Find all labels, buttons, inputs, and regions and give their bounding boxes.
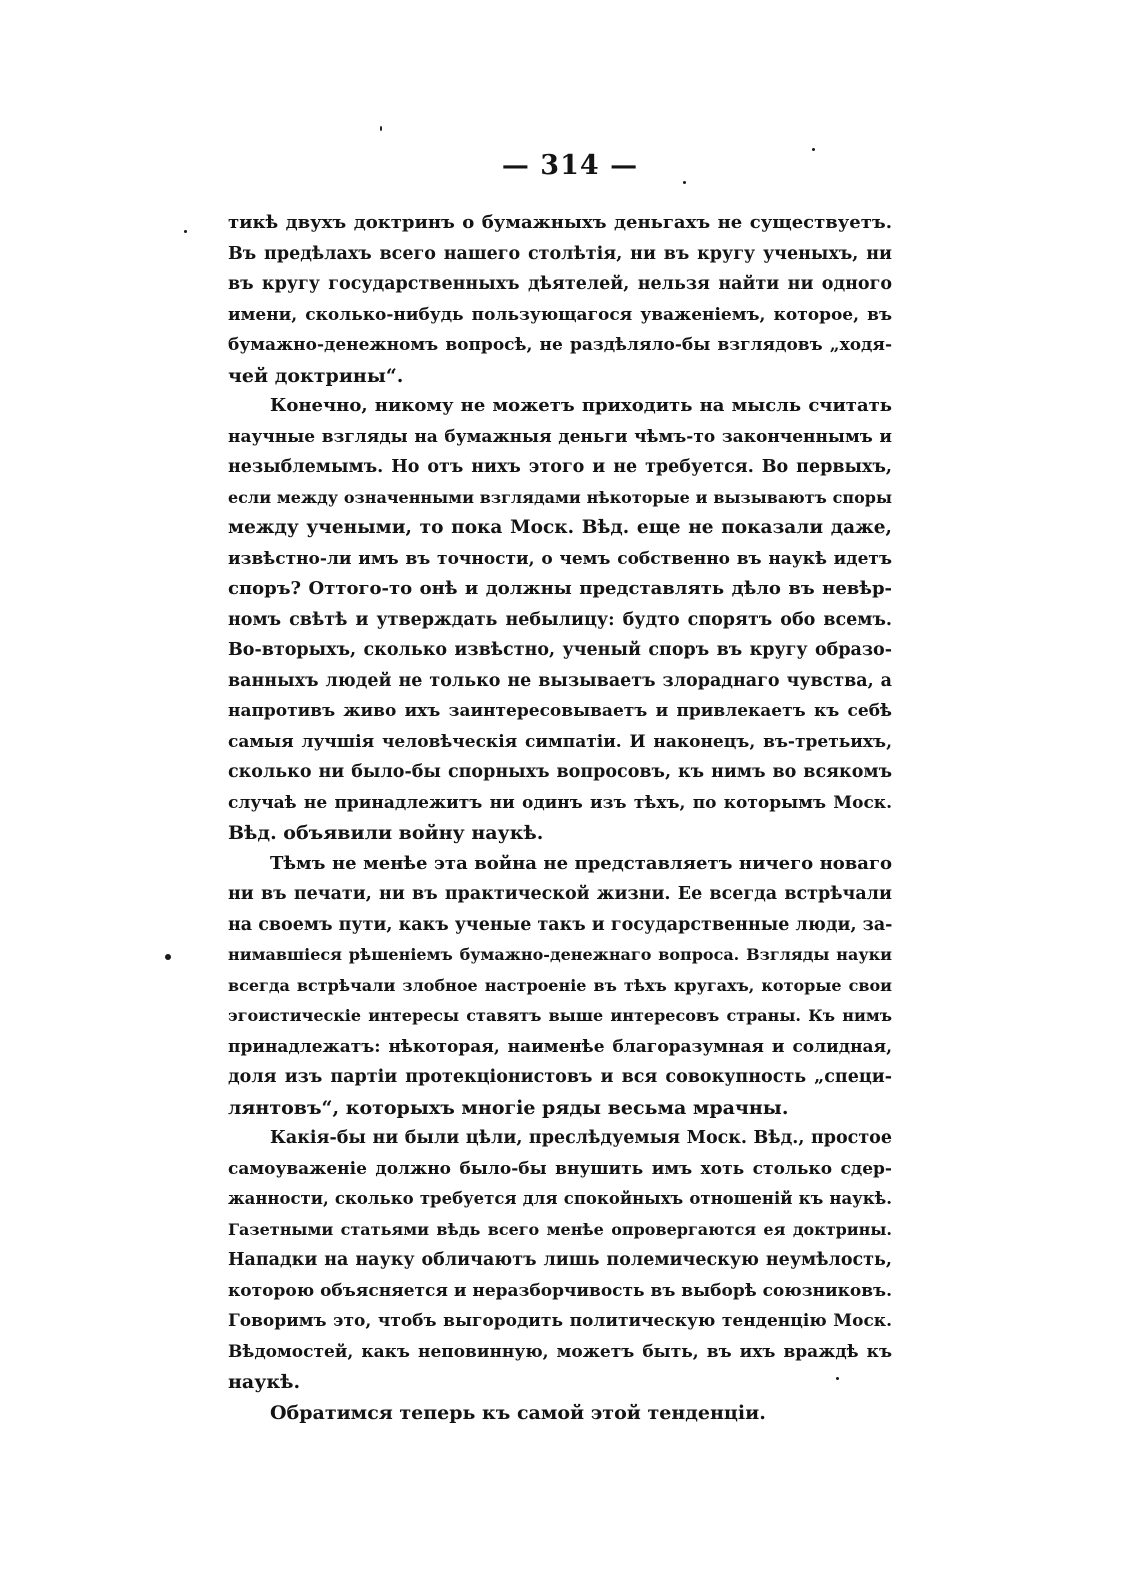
text-line: незыблемымъ. Но отъ нихъ этого и не требуется. Во первыхъ, bbox=[228, 457, 892, 477]
text-line: доля изъ партіи протекціонистовъ и вся совокупность „специ- bbox=[228, 1067, 892, 1087]
text-line: извѣстно-ли имъ въ точности, о чемъ собственно въ наукѣ идетъ bbox=[228, 548, 892, 569]
speck-mark bbox=[184, 230, 187, 233]
page-number: — 314 — bbox=[501, 150, 639, 181]
text-line: самоуваженіе должно было-бы внушить имъ хоть столько сдер- bbox=[228, 1158, 892, 1179]
text-line: ни въ печати, ни въ практической жизни. Ее всегда встрѣчали bbox=[228, 884, 892, 904]
text-line: Газетными статьями вѣдь всего менѣе опровергаются ея доктрины. bbox=[228, 1219, 892, 1239]
text-line: если между означенными взглядами нѣкоторые и вызываютъ споры bbox=[228, 487, 892, 507]
body-text bbox=[228, 208, 892, 1428]
text-line: Во-вторыхъ, сколько извѣстно, ученый споръ въ кругу образо- bbox=[228, 640, 892, 660]
text-line: имени, сколько-нибудь пользующагося уваженіемъ, которое, въ bbox=[228, 304, 892, 325]
text-line: Нападки на науку обличаютъ лишь полемическую неумѣлость, bbox=[228, 1250, 892, 1270]
text-line: тикѣ двухъ доктринъ о бумажныхъ деньгахъ не существуетъ. bbox=[228, 212, 892, 233]
text-line: напротивъ живо ихъ заинтересовываетъ и привлекаетъ къ себѣ bbox=[228, 701, 892, 721]
text-line: научные взгляды на бумажныя деньги чѣмъ-то законченнымъ и bbox=[228, 426, 892, 447]
text-line: самыя лучшія человѣческія симпатіи. И наконецъ, въ-третьихъ, bbox=[228, 731, 892, 752]
paragraph-start-line: Какія-бы ни были цѣли, преслѣдуемыя Моск. Вѣд., простое bbox=[270, 1128, 892, 1148]
text-line: бумажно-денежномъ вопросѣ, не раздѣляло-бы взглядовъ „ходя- bbox=[228, 335, 892, 355]
text-line: на своемъ пути, какъ ученые такъ и государственные люди, за- bbox=[228, 914, 892, 935]
text-line: сколько ни было-бы спорныхъ вопросовъ, къ нимъ во всякомъ bbox=[228, 762, 892, 782]
text-line: Вѣдомостей, какъ неповинную, можетъ быть, въ ихъ враждѣ къ bbox=[228, 1341, 892, 1362]
paragraph-start-line: Конечно, никому не можетъ приходить на мысль считать bbox=[270, 395, 892, 416]
text-line: жанности, сколько требуется для спокойныхъ отношеній къ наукѣ. bbox=[228, 1189, 892, 1208]
text-line: номъ свѣтѣ и утверждать небылицу: будто спорятъ обо всемъ. bbox=[228, 609, 892, 630]
speck-mark bbox=[165, 954, 171, 960]
text-line: споръ? Оттого-то онѣ и должны представлять дѣло въ невѣр- bbox=[228, 578, 892, 599]
text-line: Въ предѣлахъ всего нашего столѣтія, ни въ кругу ученыхъ, ни bbox=[228, 243, 892, 264]
speck-mark bbox=[683, 181, 686, 184]
speck-mark bbox=[812, 148, 815, 151]
text-line: всегда встрѣчали злобное настроеніе въ тѣхъ кругахъ, которые свои bbox=[228, 975, 892, 995]
text-line: нимавшіеся рѣшеніемъ бумажно-денежнаго вопроса. Взгляды науки bbox=[228, 945, 892, 964]
text-line: наукѣ. bbox=[228, 1371, 301, 1393]
text-line: лянтовъ“, которыхъ многіе ряды весьма мрачны. bbox=[228, 1096, 789, 1119]
text-line: случаѣ не принадлежитъ ни одинъ изъ тѣхъ, по которымъ Моск. bbox=[228, 792, 892, 813]
paragraph-start-line: Тѣмъ не менѣе эта война не представляетъ ничего новаго bbox=[270, 852, 892, 874]
text-line: въ кругу государственныхъ дѣятелей, нельзя найти ни одного bbox=[228, 274, 892, 294]
paragraph-start-line: Обратимся теперь къ самой этой тенденціи. bbox=[270, 1401, 766, 1424]
text-line: которою объясняется и неразборчивость въ выборѣ союзниковъ. bbox=[228, 1280, 892, 1301]
text-line: чей доктрины“. bbox=[228, 364, 404, 387]
text-line: ванныхъ людей не только не вызываетъ злораднаго чувства, а bbox=[228, 670, 892, 691]
text-line: между учеными, то пока Моск. Вѣд. еще не показали даже, bbox=[228, 517, 892, 538]
text-line: Говоримъ это, чтобъ выгородить политическую тенденцію Моск. bbox=[228, 1311, 892, 1331]
text-line: принадлежатъ: нѣкоторая, наименѣе благоразумная и солидная, bbox=[228, 1036, 892, 1057]
speck-mark bbox=[380, 126, 382, 131]
text-line: эгоистическіе интересы ставятъ выше интересовъ страны. Къ нимъ bbox=[228, 1006, 892, 1025]
text-line: Вѣд. объявили войну наукѣ. bbox=[228, 822, 544, 844]
